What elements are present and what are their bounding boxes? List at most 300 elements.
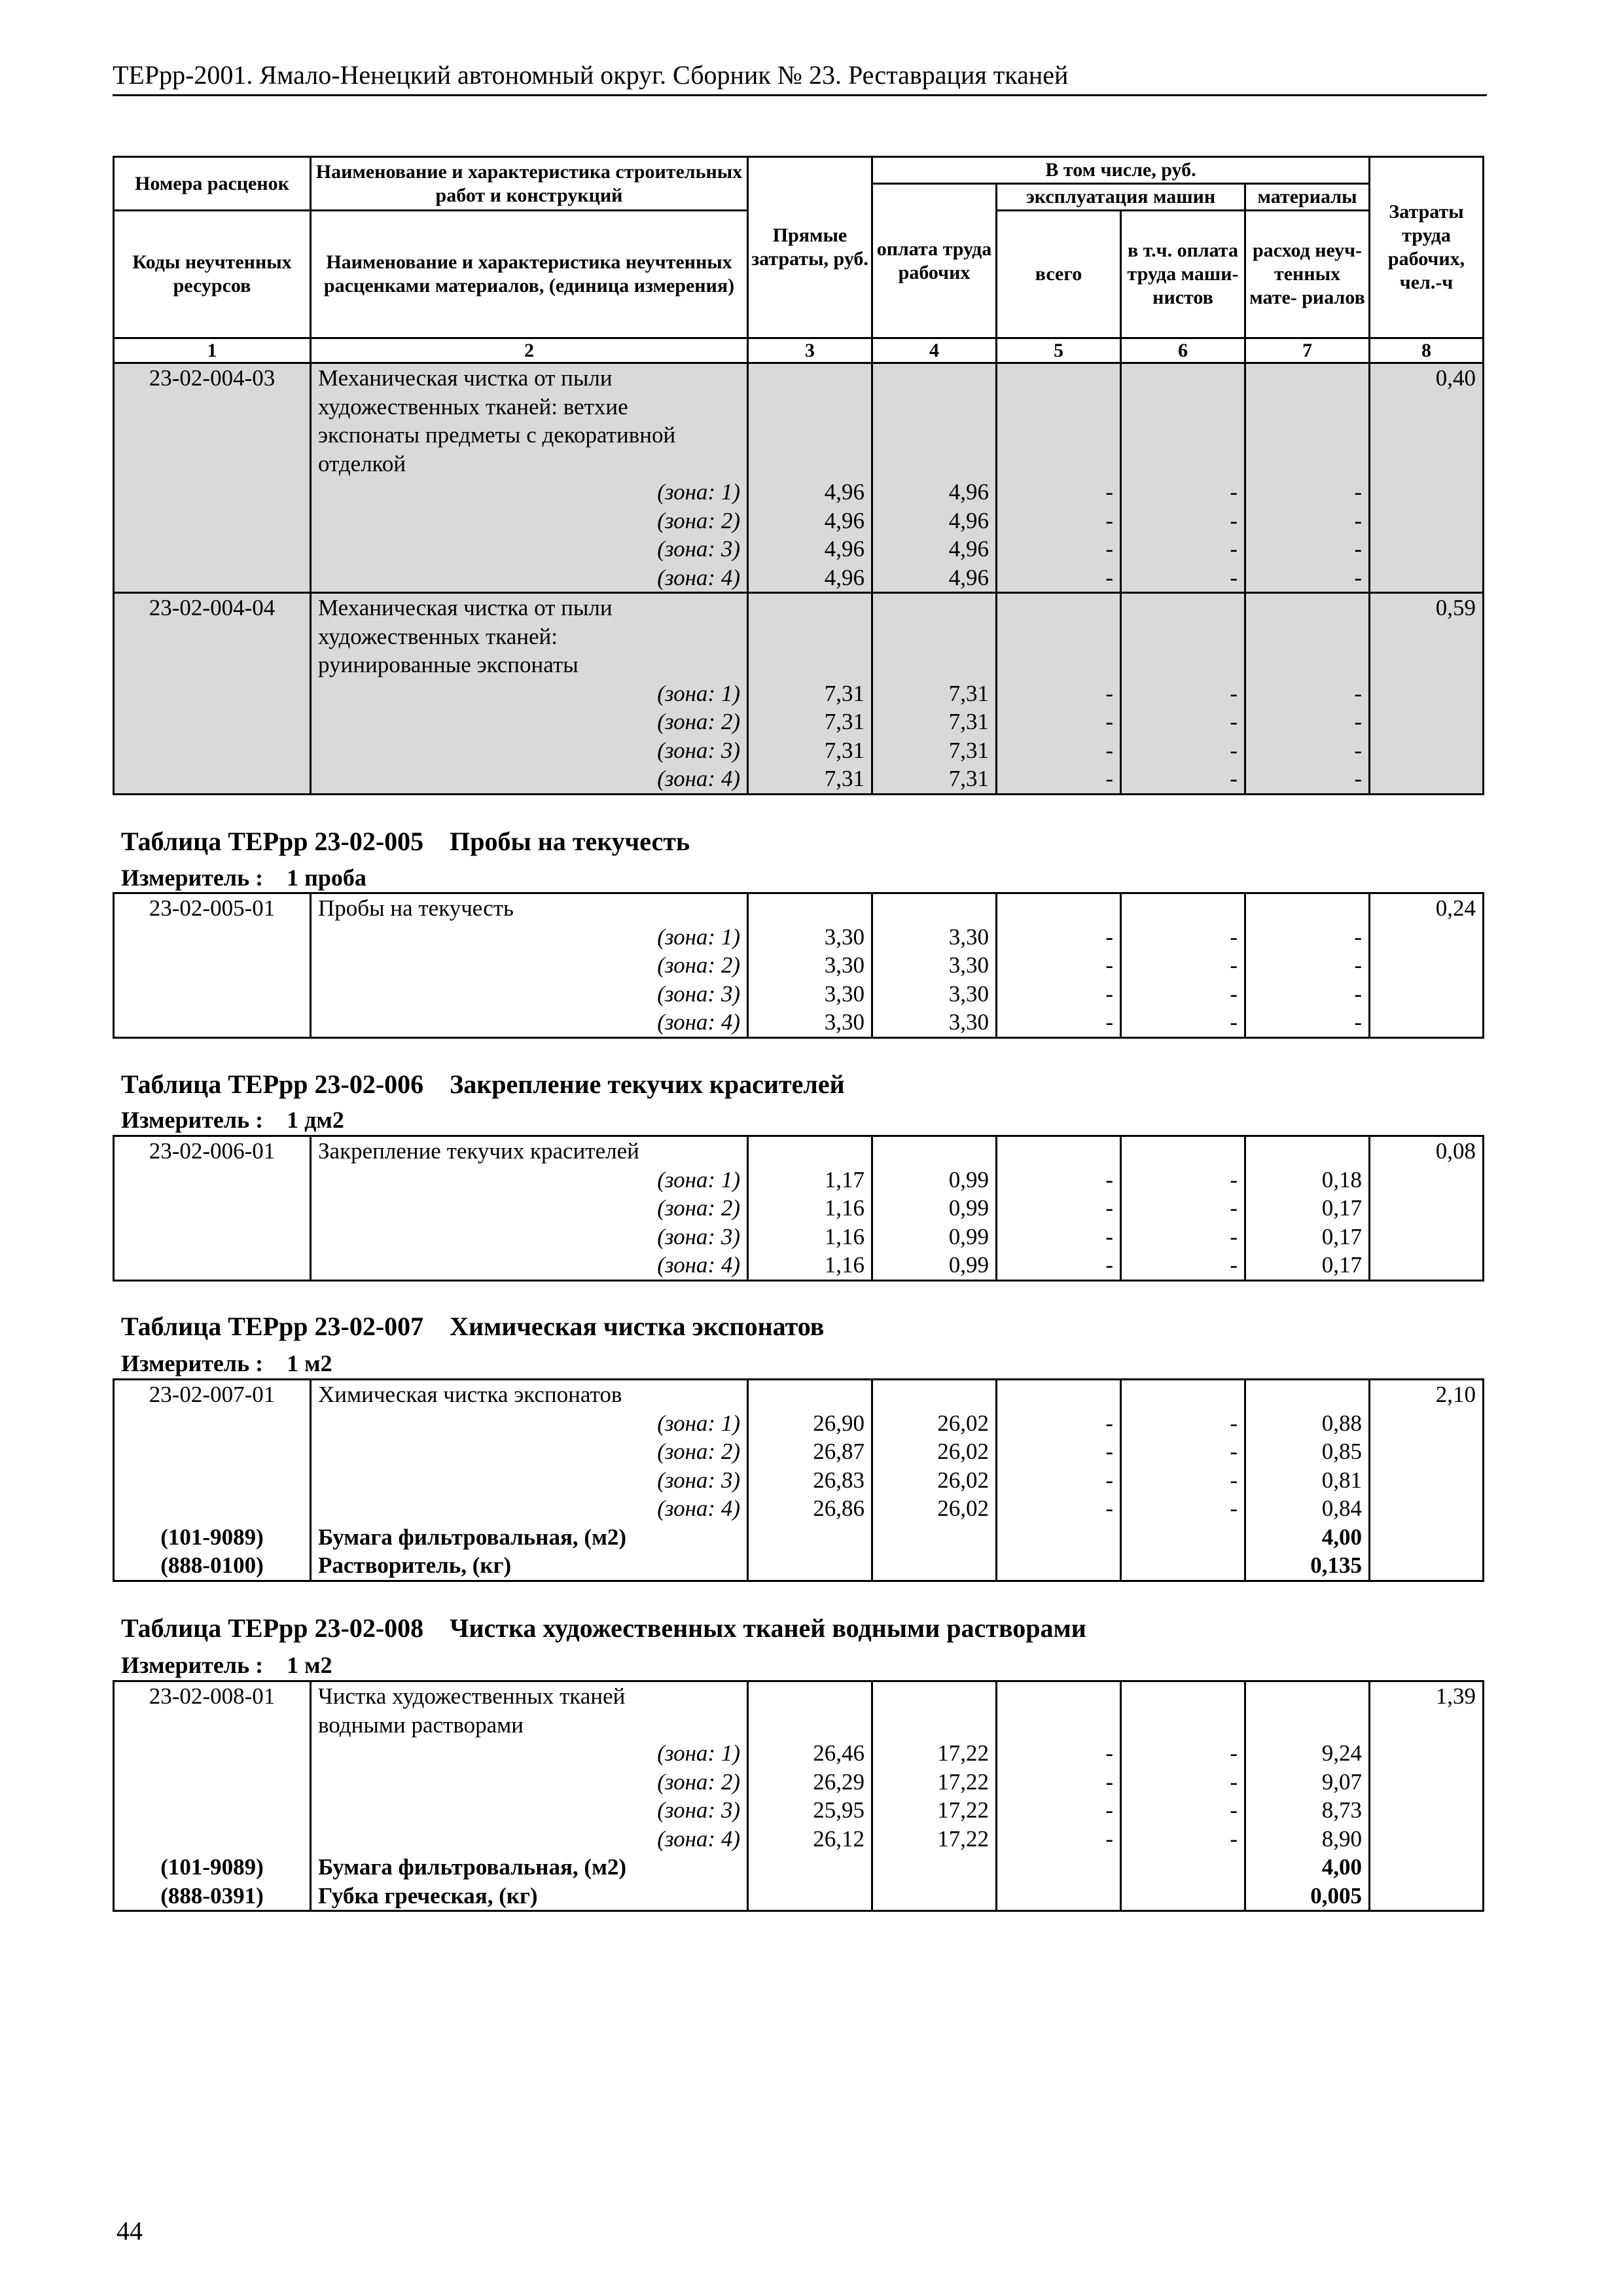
machinist-pay: - (1121, 1739, 1245, 1768)
machine-total: - (997, 951, 1121, 980)
labor-cost: 0,24 (1370, 893, 1484, 923)
rate-code: 23-02-008-01 (114, 1681, 311, 1711)
empty-cell (1121, 1853, 1245, 1882)
empty-cell (748, 1853, 872, 1882)
empty-cell (1370, 1223, 1484, 1251)
column-number: 4 (872, 338, 997, 364)
labor-cost: 0,40 (1370, 363, 1484, 393)
worker-pay: 0,99 (872, 1194, 997, 1223)
machine-total: - (997, 564, 1121, 593)
machinist-pay: - (1121, 736, 1245, 765)
empty-cell (1121, 1681, 1245, 1711)
empty-cell (1370, 564, 1484, 593)
machine-total: - (997, 1739, 1121, 1768)
table-row (114, 1494, 1484, 1523)
empty-cell (114, 1194, 311, 1223)
machine-total: - (997, 1409, 1121, 1438)
empty-cell (114, 1437, 311, 1466)
empty-cell (114, 1494, 311, 1523)
empty-cell (748, 1711, 872, 1740)
empty-cell (1370, 535, 1484, 564)
direct-cost: 1,16 (748, 1194, 872, 1223)
materials-cost: - (1245, 478, 1370, 507)
empty-cell (1245, 893, 1370, 923)
empty-cell (1245, 1136, 1370, 1166)
empty-cell (1370, 1409, 1484, 1438)
materials-cost: 9,07 (1245, 1768, 1370, 1797)
zone-label: (зона: 3) (311, 1796, 748, 1825)
running-header: ТЕРрр-2001. Ямало-Ненецкий автономный округ. Сборник № 23. Реставрация тканей (113, 60, 1487, 96)
direct-cost: 26,29 (748, 1768, 872, 1797)
worker-pay: 17,22 (872, 1739, 997, 1768)
machine-total: - (997, 1166, 1121, 1194)
empty-cell (872, 1136, 997, 1166)
table-row (114, 363, 1484, 393)
worker-pay: 3,30 (872, 980, 997, 1009)
empty-cell (114, 1796, 311, 1825)
col-work-name: Наименование и характеристика строительных работ и конструкций (311, 157, 748, 211)
worker-pay: 26,02 (872, 1409, 997, 1438)
empty-cell (1370, 1466, 1484, 1495)
empty-cell (1245, 651, 1370, 679)
empty-cell (748, 651, 872, 679)
machine-total: - (997, 1223, 1121, 1251)
direct-cost: 3,30 (748, 951, 872, 980)
machine-total: - (997, 980, 1121, 1009)
empty-cell (997, 1136, 1121, 1166)
empty-cell (1370, 1796, 1484, 1825)
empty-cell (872, 1551, 997, 1581)
materials-cost: 0,84 (1245, 1494, 1370, 1523)
empty-cell (114, 1739, 311, 1768)
empty-cell (1370, 708, 1484, 736)
machinist-pay: - (1121, 980, 1245, 1009)
materials-cost: 0,17 (1245, 1251, 1370, 1280)
empty-cell (1121, 1711, 1245, 1740)
resource-name: Растворитель, (кг) (311, 1551, 748, 1581)
page-number: 44 (116, 2216, 143, 2246)
table-title: Таблица ТЕРрр 23-02-005 Пробы на текучесть (121, 827, 690, 856)
materials-cost: 0,17 (1245, 1194, 1370, 1223)
direct-cost: 26,87 (748, 1437, 872, 1466)
empty-cell (1370, 1739, 1484, 1768)
zone-label: (зона: 1) (311, 478, 748, 507)
machine-total: - (997, 923, 1121, 952)
empty-cell (872, 593, 997, 622)
table-row (114, 923, 1484, 952)
col-resource-codes: Коды неучтенных ресурсов (114, 211, 311, 338)
materials-cost: 0,18 (1245, 1166, 1370, 1194)
col-machinist-pay: в т.ч. оплата труда маши- нистов (1121, 211, 1245, 338)
machine-total: - (997, 736, 1121, 765)
rate-code-cont (114, 1711, 311, 1740)
labor-cost: 2,10 (1370, 1380, 1484, 1409)
machinist-pay: - (1121, 1194, 1245, 1223)
empty-cell (114, 951, 311, 980)
worker-pay: 7,31 (872, 764, 997, 794)
zone-label: (зона: 3) (311, 1466, 748, 1495)
col-machine-total: всего (997, 211, 1121, 338)
empty-cell (748, 1681, 872, 1711)
empty-cell (997, 1380, 1121, 1409)
empty-cell (1121, 1380, 1245, 1409)
materials-cost: - (1245, 980, 1370, 1009)
machinist-pay: - (1121, 1466, 1245, 1495)
machine-total: - (997, 1825, 1121, 1854)
zone-label: (зона: 4) (311, 1494, 748, 1523)
empty-cell (1245, 1681, 1370, 1711)
direct-cost: 7,31 (748, 679, 872, 708)
table-row (114, 980, 1484, 1009)
empty-cell (872, 651, 997, 679)
direct-cost: 3,30 (748, 980, 872, 1009)
rate-code: 23-02-007-01 (114, 1380, 311, 1409)
rate-code-cont (114, 651, 311, 679)
empty-cell (1370, 951, 1484, 980)
empty-cell (872, 1882, 997, 1911)
direct-cost: 1,16 (748, 1251, 872, 1280)
table-row (114, 1409, 1484, 1438)
worker-pay: 3,30 (872, 1008, 997, 1037)
worker-pay: 7,31 (872, 736, 997, 765)
empty-cell (748, 393, 872, 422)
worker-pay: 7,31 (872, 679, 997, 708)
empty-cell (748, 421, 872, 450)
rate-name-line: отделкой (311, 450, 748, 478)
table-row (114, 593, 1484, 622)
machinist-pay: - (1121, 1437, 1245, 1466)
zone-label: (зона: 2) (311, 708, 748, 736)
worker-pay: 17,22 (872, 1825, 997, 1854)
machinist-pay: - (1121, 1166, 1245, 1194)
rate-code-cont (114, 421, 311, 450)
empty-cell (748, 1523, 872, 1552)
direct-cost: 4,96 (748, 507, 872, 535)
resource-quantity: 0,135 (1245, 1551, 1370, 1581)
machine-total: - (997, 507, 1121, 535)
machinist-pay: - (1121, 1825, 1245, 1854)
column-number: 2 (311, 338, 748, 364)
rate-code: 23-02-004-03 (114, 363, 311, 393)
zone-label: (зона: 2) (311, 1768, 748, 1797)
machinist-pay: - (1121, 764, 1245, 794)
empty-cell (748, 1551, 872, 1581)
col-resource-name: Наименование и характеристика неучтенных расценками материалов, (единица измерения) (311, 211, 748, 338)
direct-cost: 1,17 (748, 1166, 872, 1194)
empty-cell (114, 1223, 311, 1251)
direct-cost: 26,46 (748, 1739, 872, 1768)
table-row (114, 393, 1484, 422)
empty-cell (872, 622, 997, 651)
table-row (114, 507, 1484, 535)
resource-code: (101-9089) (114, 1853, 311, 1882)
empty-cell (748, 622, 872, 651)
rates-table (113, 1135, 1484, 1282)
zone-label: (зона: 1) (311, 1739, 748, 1768)
table-row (114, 651, 1484, 679)
rate-code: 23-02-004-04 (114, 593, 311, 622)
zone-label: (зона: 1) (311, 923, 748, 952)
machinist-pay: - (1121, 1008, 1245, 1037)
col-worker-pay: оплата труда рабочих (872, 184, 997, 338)
empty-cell (1370, 679, 1484, 708)
table-row (114, 535, 1484, 564)
col-unaccounted-materials: расход неуч- тенных мате- риалов (1245, 211, 1370, 338)
rate-name-line: экспонаты предметы с декоративной (311, 421, 748, 450)
empty-cell (1370, 1008, 1484, 1037)
direct-cost: 26,90 (748, 1409, 872, 1438)
empty-cell (1370, 1194, 1484, 1223)
empty-cell (1121, 651, 1245, 679)
table-measure: Измеритель : 1 проба (121, 865, 366, 891)
empty-cell (872, 1380, 997, 1409)
resource-name: Губка греческая, (кг) (311, 1882, 748, 1911)
worker-pay: 0,99 (872, 1166, 997, 1194)
table-row (114, 478, 1484, 507)
zone-label: (зона: 1) (311, 1166, 748, 1194)
machine-total: - (997, 1768, 1121, 1797)
machine-total: - (997, 764, 1121, 794)
table-row (114, 1681, 1484, 1711)
table-row (114, 421, 1484, 450)
empty-cell (997, 1882, 1121, 1911)
rate-code-cont (114, 622, 311, 651)
empty-cell (997, 893, 1121, 923)
zone-label: (зона: 3) (311, 535, 748, 564)
table-row (114, 622, 1484, 651)
materials-cost: - (1245, 679, 1370, 708)
zone-label: (зона: 4) (311, 1251, 748, 1280)
table-measure: Измеритель : 1 м2 (121, 1350, 332, 1376)
empty-cell (114, 1768, 311, 1797)
empty-cell (1121, 1551, 1245, 1581)
materials-cost: - (1245, 564, 1370, 593)
empty-cell (1370, 393, 1484, 422)
zone-label: (зона: 4) (311, 764, 748, 794)
rate-name-line: Пробы на текучесть (311, 893, 748, 923)
empty-cell (872, 1711, 997, 1740)
empty-cell (114, 1166, 311, 1194)
empty-cell (1245, 1711, 1370, 1740)
table-title: Таблица ТЕРрр 23-02-007 Химическая чистка экспонатов (121, 1312, 825, 1341)
zone-label: (зона: 4) (311, 1825, 748, 1854)
empty-cell (748, 893, 872, 923)
empty-cell (114, 679, 311, 708)
machine-total: - (997, 1251, 1121, 1280)
empty-cell (872, 450, 997, 478)
resource-quantity: 4,00 (1245, 1523, 1370, 1552)
materials-cost: 9,24 (1245, 1739, 1370, 1768)
labor-cost: 0,59 (1370, 593, 1484, 622)
empty-cell (114, 1251, 311, 1280)
resource-row (114, 1882, 1484, 1911)
empty-cell (114, 980, 311, 1009)
column-number: 6 (1121, 338, 1245, 364)
table-title: Таблица ТЕРрр 23-02-006 Закрепление текучих красителей (121, 1069, 845, 1099)
machinist-pay: - (1121, 564, 1245, 593)
materials-cost: 8,73 (1245, 1796, 1370, 1825)
direct-cost: 26,83 (748, 1466, 872, 1495)
empty-cell (1121, 1136, 1245, 1166)
col-machine-operation: эксплуатация машин (997, 184, 1245, 211)
direct-cost: 7,31 (748, 736, 872, 765)
empty-cell (997, 421, 1121, 450)
empty-cell (114, 478, 311, 507)
table-row (114, 564, 1484, 593)
worker-pay: 4,96 (872, 564, 997, 593)
empty-cell (997, 622, 1121, 651)
table-row (114, 1739, 1484, 1768)
col-rate-numbers: Номера расценок (114, 157, 311, 211)
column-number: 5 (997, 338, 1121, 364)
empty-cell (997, 1681, 1121, 1711)
rate-name-line: водными растворами (311, 1711, 748, 1740)
empty-cell (1370, 980, 1484, 1009)
machinist-pay: - (1121, 923, 1245, 952)
empty-cell (997, 1853, 1121, 1882)
zone-label: (зона: 3) (311, 980, 748, 1009)
zone-label: (зона: 3) (311, 736, 748, 765)
materials-cost: - (1245, 923, 1370, 952)
empty-cell (114, 923, 311, 952)
rate-code-cont (114, 393, 311, 422)
empty-cell (872, 1853, 997, 1882)
direct-cost: 1,16 (748, 1223, 872, 1251)
empty-cell (872, 1681, 997, 1711)
empty-cell (872, 421, 997, 450)
resource-row (114, 1523, 1484, 1552)
worker-pay: 0,99 (872, 1223, 997, 1251)
direct-cost: 7,31 (748, 764, 872, 794)
col-including: В том числе, руб. (872, 157, 1370, 184)
empty-cell (1121, 450, 1245, 478)
worker-pay: 17,22 (872, 1796, 997, 1825)
empty-cell (997, 1551, 1121, 1581)
empty-cell (1245, 622, 1370, 651)
resource-quantity: 0,005 (1245, 1882, 1370, 1911)
zone-label: (зона: 1) (311, 679, 748, 708)
table-measure: Измеритель : 1 м2 (121, 1652, 332, 1678)
labor-cost: 0,08 (1370, 1136, 1484, 1166)
empty-cell (997, 450, 1121, 478)
table-row (114, 679, 1484, 708)
machinist-pay: - (1121, 1409, 1245, 1438)
materials-cost: - (1245, 736, 1370, 765)
column-number-row (114, 338, 1484, 364)
empty-cell (1121, 622, 1245, 651)
empty-cell (1370, 1825, 1484, 1854)
empty-cell (1370, 1494, 1484, 1523)
empty-cell (114, 1825, 311, 1854)
rate-name-line: художественных тканей: ветхие (311, 393, 748, 422)
materials-cost: 0,17 (1245, 1223, 1370, 1251)
empty-cell (1245, 421, 1370, 450)
resource-name: Бумага фильтровальная, (м2) (311, 1853, 748, 1882)
rate-name-line: руинированные экспонаты (311, 651, 748, 679)
worker-pay: 26,02 (872, 1466, 997, 1495)
resource-row (114, 1853, 1484, 1882)
materials-cost: - (1245, 535, 1370, 564)
empty-cell (1370, 1437, 1484, 1466)
empty-cell (1370, 1768, 1484, 1797)
worker-pay: 7,31 (872, 708, 997, 736)
machine-total: - (997, 478, 1121, 507)
direct-cost: 3,30 (748, 1008, 872, 1037)
zone-label: (зона: 4) (311, 1008, 748, 1037)
table-row (114, 1437, 1484, 1466)
machinist-pay: - (1121, 1494, 1245, 1523)
empty-cell (1370, 1251, 1484, 1280)
empty-cell (1370, 478, 1484, 507)
empty-cell (1245, 593, 1370, 622)
empty-cell (1370, 1551, 1484, 1581)
worker-pay: 4,96 (872, 478, 997, 507)
empty-cell (114, 1409, 311, 1438)
zone-label: (зона: 4) (311, 564, 748, 593)
machinist-pay: - (1121, 535, 1245, 564)
labor-cost: 1,39 (1370, 1681, 1484, 1711)
zone-label: (зона: 2) (311, 1437, 748, 1466)
table-row (114, 1166, 1484, 1194)
empty-cell (872, 363, 997, 393)
machine-total: - (997, 1194, 1121, 1223)
empty-cell (1245, 450, 1370, 478)
table-row (114, 1223, 1484, 1251)
column-number: 3 (748, 338, 872, 364)
empty-cell (748, 1380, 872, 1409)
direct-cost: 7,31 (748, 708, 872, 736)
column-number: 8 (1370, 338, 1484, 364)
empty-cell (1370, 1853, 1484, 1882)
col-direct-costs: Прямые затраты, руб. (748, 157, 872, 338)
empty-cell (1370, 764, 1484, 794)
machinist-pay: - (1121, 1223, 1245, 1251)
empty-cell (1121, 893, 1245, 923)
machinist-pay: - (1121, 951, 1245, 980)
machine-total: - (997, 1008, 1121, 1037)
rate-code: 23-02-005-01 (114, 893, 311, 923)
rate-name-line: Механическая чистка от пыли (311, 363, 748, 393)
column-header-table (113, 156, 1484, 365)
empty-cell (114, 1008, 311, 1037)
empty-cell (997, 593, 1121, 622)
empty-cell (1370, 1711, 1484, 1740)
empty-cell (114, 1466, 311, 1495)
worker-pay: 26,02 (872, 1494, 997, 1523)
empty-cell (1121, 593, 1245, 622)
materials-cost: 0,81 (1245, 1466, 1370, 1495)
empty-cell (1121, 1882, 1245, 1911)
empty-cell (1245, 393, 1370, 422)
table-row (114, 1251, 1484, 1280)
direct-cost: 3,30 (748, 923, 872, 952)
column-number: 1 (114, 338, 311, 364)
table-row (114, 1711, 1484, 1740)
materials-cost: 0,88 (1245, 1409, 1370, 1438)
rate-name-line: Механическая чистка от пыли (311, 593, 748, 622)
direct-cost: 4,96 (748, 564, 872, 593)
rate-name-line: художественных тканей: (311, 622, 748, 651)
machinist-pay: - (1121, 679, 1245, 708)
worker-pay: 4,96 (872, 535, 997, 564)
machine-total: - (997, 1466, 1121, 1495)
column-number: 7 (1245, 338, 1370, 364)
empty-cell (748, 363, 872, 393)
empty-cell (997, 1711, 1121, 1740)
empty-cell (997, 363, 1121, 393)
machinist-pay: - (1121, 507, 1245, 535)
machinist-pay: - (1121, 478, 1245, 507)
